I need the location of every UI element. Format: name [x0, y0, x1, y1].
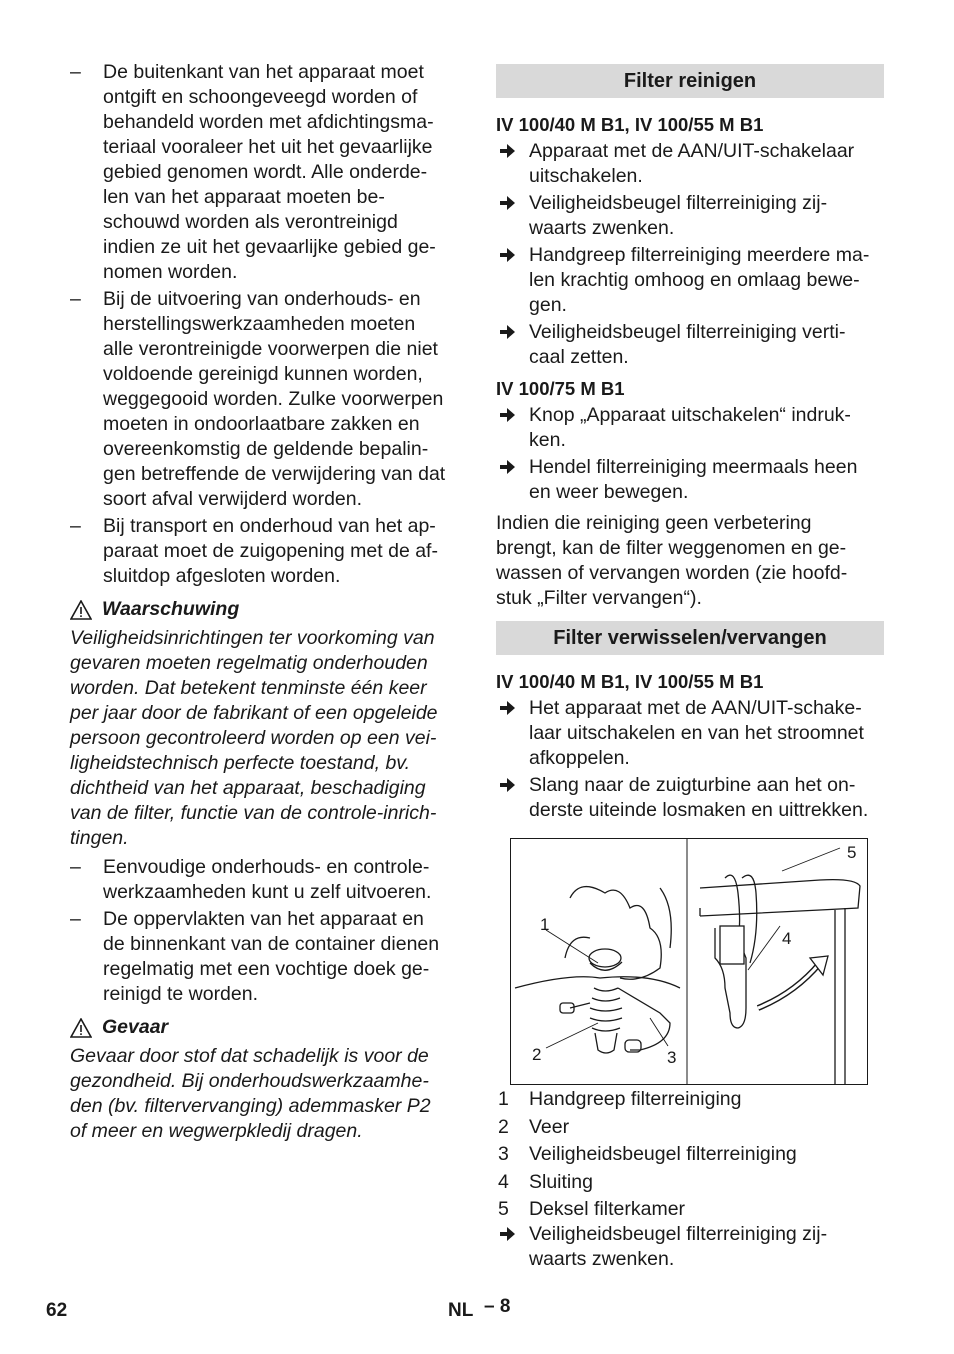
- handle-spring-drawing: [515, 887, 680, 1053]
- text-line: – Bij transport en onderhoud van het ap-: [103, 515, 436, 537]
- warning-heading: [70, 597, 460, 622]
- text-line: schouwd worden als verontreinigd: [103, 211, 398, 233]
- text-line: – De oppervlakten van het apparaat en: [103, 908, 424, 930]
- legend-item: [496, 1141, 884, 1169]
- arrow-right-icon: [498, 699, 516, 717]
- legend-text: Veer: [529, 1115, 570, 1138]
- text-line: – Eenvoudige onderhouds- en controle-: [103, 856, 430, 878]
- text-line: gebied genomen wordt. Alle onderde-: [103, 161, 428, 183]
- legend-text: Deksel filterkamer: [529, 1198, 686, 1220]
- legend-number: 1: [498, 1088, 509, 1110]
- step-item: [496, 696, 884, 771]
- text-line: den (bv. filtervervanging) ademmasker P2: [70, 1095, 431, 1117]
- text-line: uitschakelen.: [529, 165, 643, 187]
- text-line: dichtheid van het apparaat, beschadiging: [70, 777, 426, 799]
- arrow-right-icon: [498, 323, 516, 341]
- arrow-right-icon: [498, 776, 516, 794]
- dash-item: [70, 855, 460, 905]
- text-line: waarts zwenken.: [529, 217, 675, 239]
- model-subheading-2: IV 100/75 M B1: [496, 378, 625, 399]
- text-line: Veiligheidsbeugel filterreiniging zij-: [529, 1223, 828, 1245]
- legend-item: [496, 1196, 884, 1224]
- text-line: gen betreffende de verwijdering van dat: [103, 463, 446, 485]
- step-item: [496, 320, 884, 370]
- step-item: [496, 403, 884, 453]
- text-line: voldoende gereinigd kunnen worden,: [103, 363, 423, 385]
- text-line: soort afval verwijderd worden.: [103, 488, 363, 510]
- model-subheading-1: IV 100/40 M B1, IV 100/55 M B1: [496, 114, 764, 135]
- text-line: afkoppelen.: [529, 747, 630, 769]
- text-line: gezondheid. Bij onderhoudswerkzaamhe-: [70, 1070, 429, 1092]
- text-line: ontgift en schoongeveegd worden of: [103, 86, 418, 108]
- warning-title: Waarschuwing: [102, 598, 240, 620]
- text-line: Het apparaat met de AAN/UIT-schake-: [529, 697, 862, 719]
- text-line: Handgreep filterreiniging meerdere ma-: [529, 244, 870, 266]
- text-line: moeten in ondoorlaatbare zakken en: [103, 413, 420, 435]
- arrow-right-icon: [498, 194, 516, 212]
- text-line: teriaal vooraleer het uit het gevaarlijke: [103, 136, 433, 158]
- text-line: wassen of vervangen worden (zie hoofd-: [496, 562, 848, 584]
- arrow-right-icon: [498, 406, 516, 424]
- section-heading-filter-vervangen: Filter verwisselen/vervangen: [496, 621, 884, 655]
- text-line: len van het apparaat moeten be-: [103, 186, 385, 208]
- dash-list-1: [70, 60, 460, 589]
- text-line: laar uitschakelen en van het stroomnet: [529, 722, 864, 744]
- dash-item: [70, 287, 460, 512]
- text-line: gen.: [529, 294, 567, 316]
- arrow-right-icon: [498, 142, 516, 160]
- text-line: waarts zwenken.: [529, 1248, 675, 1270]
- figure-label-5: 5: [847, 843, 857, 862]
- text-line: Slang naar de zuigturbine aan het on-: [529, 774, 856, 796]
- text-line: werkzaamheden kunt u zelf uitvoeren.: [103, 881, 432, 903]
- text-line: regelmatig met een vochtige doek ge-: [103, 958, 430, 980]
- text-line: overeenkomstig de geldende bepalin-: [103, 438, 429, 460]
- figure-legend: [496, 1086, 884, 1224]
- final-step: [496, 1222, 884, 1274]
- text-line: herstellingswerkzaamheden moeten: [103, 313, 416, 335]
- text-line: – Bij de uitvoering van onderhouds- en: [103, 288, 421, 310]
- dash-list-2: [70, 855, 460, 1007]
- step-item: [496, 243, 884, 318]
- legend-number: 2: [498, 1115, 509, 1138]
- text-line: en weer bewegen.: [529, 481, 689, 503]
- text-line: derste uiteinde losmaken en uittrekken.: [529, 799, 869, 821]
- dash-item: [70, 907, 460, 1007]
- danger-heading: [70, 1015, 460, 1040]
- step-list-1: [496, 139, 884, 370]
- dash-item: [70, 514, 460, 589]
- filter-illustration: [510, 838, 870, 1085]
- text-line: van de filter, functie van de controle-inrich-: [70, 802, 437, 824]
- legend-number: 4: [498, 1170, 509, 1193]
- warning-body: [70, 626, 460, 851]
- figure-label-2: 2: [532, 1045, 542, 1064]
- legend-number: 5: [498, 1198, 509, 1220]
- model-subheading-3: IV 100/40 M B1, IV 100/55 M B1: [496, 671, 764, 692]
- text-line: Veiligheidsinrichtingen ter voorkoming van: [70, 627, 435, 649]
- text-line: tingen.: [70, 827, 129, 849]
- section-heading-filter-reinigen: Filter reinigen: [496, 64, 884, 98]
- figure-label-1: 1: [540, 915, 550, 934]
- language-page-number: – 8: [484, 1296, 511, 1317]
- text-line: Apparaat met de AAN/UIT-schakelaar: [529, 140, 855, 162]
- text-line: caal zetten.: [529, 346, 629, 368]
- legend-item: [496, 1086, 884, 1114]
- text-line: de binnenkant van de container dienen: [103, 933, 440, 955]
- step-item: [496, 139, 884, 189]
- figure-label-3: 3: [667, 1048, 677, 1067]
- step-list-2: [496, 403, 884, 505]
- warning-triangle-icon: [70, 600, 92, 620]
- legend-text: Handgreep filterreiniging: [529, 1088, 742, 1110]
- legend-item: [496, 1114, 884, 1142]
- right-column: [496, 60, 884, 825]
- text-line: persoon gecontroleerd worden op een vei-: [70, 727, 437, 749]
- text-line: brengt, kan de filter weggenomen en ge-: [496, 537, 847, 559]
- text-line: len krachtig omhoog en omlaag bewe-: [529, 269, 860, 291]
- step-item: [496, 1222, 884, 1272]
- step-item: [496, 455, 884, 505]
- lid-latch-drawing: [700, 875, 860, 1085]
- text-line: nomen worden.: [103, 261, 238, 283]
- legend-text: Veiligheidsbeugel filterreiniging: [529, 1143, 797, 1165]
- text-line: Indien die reiniging geen verbetering: [496, 512, 812, 534]
- page-number: 62: [46, 1300, 68, 1321]
- arrow-right-icon: [498, 246, 516, 264]
- text-line: sluitdop afgesloten worden.: [103, 565, 341, 587]
- text-line: Gevaar door stof dat schadelijk is voor de: [70, 1045, 429, 1067]
- text-line: ligheidstechnisch perfecte toestand, bv.: [70, 752, 411, 774]
- text-line: Veiligheidsbeugel filterreiniging zij-: [529, 192, 828, 214]
- text-line: weggegooid worden. Zulke voorwerpen: [103, 388, 444, 410]
- legend-number: 3: [498, 1143, 509, 1165]
- text-line: gevaren moeten regelmatig onderhouden: [70, 652, 428, 674]
- legend-text: Sluiting: [529, 1170, 593, 1193]
- step-item: [496, 191, 884, 241]
- text-line: per jaar door de fabrikant of een opgeleide: [70, 702, 438, 724]
- danger-body: [70, 1044, 460, 1144]
- left-column: [70, 60, 460, 1148]
- text-line: reinigd te worden.: [103, 983, 259, 1005]
- language-code: NL: [448, 1300, 474, 1321]
- text-line: stuk „Filter vervangen“).: [496, 587, 702, 609]
- text-line: paraat moet de zuigopening met de af-: [103, 540, 438, 562]
- paragraph-filter-note: [496, 511, 884, 611]
- step-item: [496, 773, 884, 823]
- text-line: Knop „Apparaat uitschakelen“ indruk-: [529, 404, 851, 426]
- arrow-right-icon: [498, 1225, 516, 1243]
- text-line: indien ze uit het gevaarlijke gebied ge-: [103, 236, 436, 258]
- text-line: behandeld worden met afdichtingsma-: [103, 111, 434, 133]
- text-line: worden. Dat betekent tenminste één keer: [70, 677, 427, 699]
- danger-title: Gevaar: [102, 1016, 169, 1038]
- danger-triangle-icon: [70, 1018, 92, 1038]
- legend-item: [496, 1169, 884, 1197]
- dash-item: [70, 60, 460, 285]
- step-list-3: [496, 696, 884, 823]
- text-line: – De buitenkant van het apparaat moet: [103, 61, 424, 83]
- text-line: Hendel filterreiniging meermaals heen: [529, 456, 858, 478]
- figure-label-4: 4: [782, 929, 792, 948]
- arrow-right-icon: [498, 458, 516, 476]
- text-line: Veiligheidsbeugel filterreiniging verti-: [529, 321, 846, 343]
- text-line: alle verontreinigde voorwerpen die niet: [103, 338, 438, 360]
- text-line: ken.: [529, 429, 566, 451]
- text-line: of meer en wegwerpkledij dragen.: [70, 1120, 363, 1142]
